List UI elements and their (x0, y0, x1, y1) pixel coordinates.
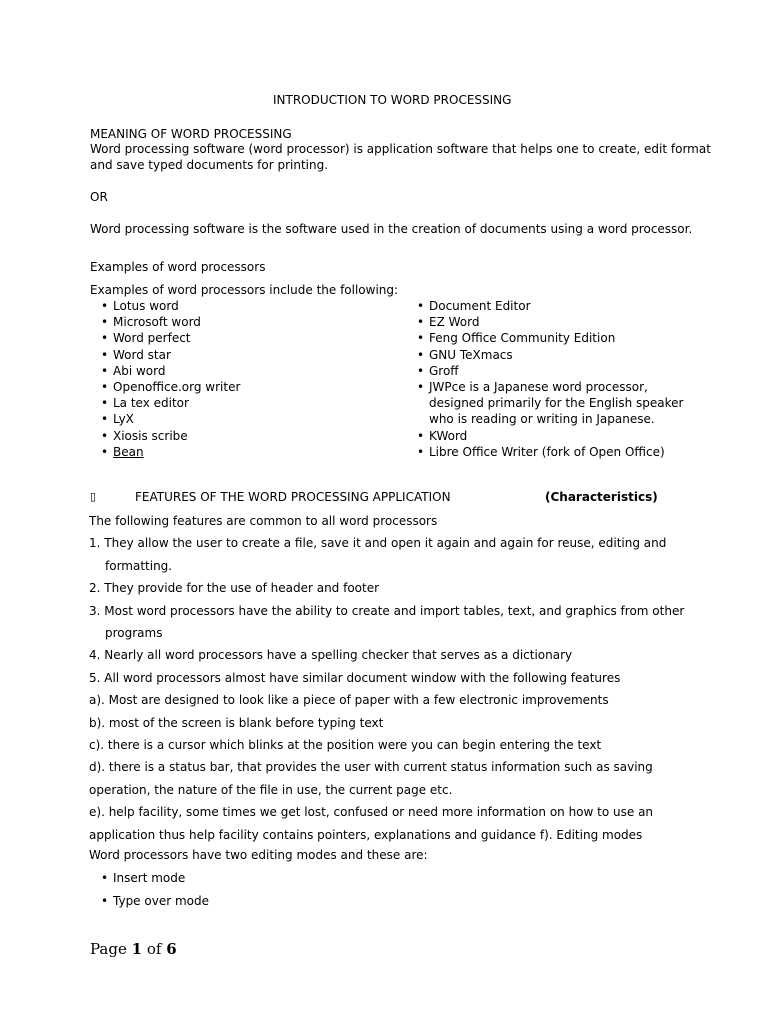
list-item: • Openoffice.org writer (101, 380, 241, 395)
list-item: • Lotus word (101, 299, 179, 313)
body-line: 1. They allow the user to create a file, save it and open it again and again for reuse, editing and (89, 536, 667, 551)
editing-modes-list (101, 867, 209, 913)
or-text: OR (90, 190, 108, 204)
list-item: • Feng Office Community Edition (417, 331, 616, 346)
body-line: 3. Most word processors have the ability to create and import tables, text, and graphics from other (89, 603, 685, 618)
list-item: • Microsoft word (101, 315, 201, 330)
footer-page-total: 6 (166, 940, 177, 958)
page-title: INTRODUCTION TO WORD PROCESSING (273, 93, 512, 107)
list-item: • Type over mode (101, 894, 209, 908)
list-item: • EZ Word (417, 315, 480, 330)
body-line: The following features are common to all word processors (89, 514, 438, 528)
list-item: • JWPce is a Japanese word processor, designed primarily for the English speaker who is reading or writing in Japanese. (417, 380, 684, 427)
body-line: d). there is a status bar, that provides the user with current status information such as saving (89, 760, 653, 775)
list-item: • Word star (101, 347, 171, 362)
list-item: • Insert mode (101, 871, 186, 885)
list-item: • Libre Office Writer (fork of Open Office) (417, 444, 665, 459)
list-item: • LyX (101, 412, 134, 427)
list-item: • Word perfect (101, 331, 191, 346)
footer-of-word: of (146, 940, 162, 958)
features-body (89, 510, 689, 864)
list-item: • Abi word (101, 363, 166, 378)
body-line: formatting. (105, 558, 173, 573)
features-paren: (Characteristics) (545, 490, 658, 504)
list-item: • Groff (417, 363, 459, 378)
features-heading: FEATURES OF THE WORD PROCESSING APPLICATION (135, 490, 451, 504)
meaning-line-1: Word processing software (word processor) is application software that helps one to create, edit format (90, 142, 711, 156)
body-line: 5. All word processors almost have similar document window with the following features (89, 670, 621, 685)
list-item: • Xiosis scribe (101, 428, 188, 443)
examples-list-left (101, 298, 240, 460)
body-line: operation, the nature of the file in use, the current page etc. (89, 782, 453, 797)
list-item: • GNU TeXmacs (417, 347, 513, 362)
meaning-heading: MEANING OF WORD PROCESSING (90, 127, 292, 141)
body-line: 2. They provide for the use of header and footer (89, 581, 380, 596)
body-line: a). Most are designed to look like a piece of paper with a few electronic improvements (89, 693, 609, 708)
list-item: • KWord (417, 428, 468, 443)
page-footer (90, 940, 177, 958)
body-line: Word processors have two editing modes and these are: (89, 848, 428, 863)
section-marker-icon: ▯ (90, 490, 97, 503)
body-line: c). there is a cursor which blinks at the position were you can begin entering the text (89, 738, 602, 753)
list-item: • Document Editor (417, 299, 531, 313)
examples-intro: Examples of word processors include the following: (90, 283, 399, 297)
footer-page-word: Page (90, 940, 127, 958)
body-line: e). help facility, some times we get lost, confused or need more information on how to use an (89, 805, 654, 820)
list-item-bean-link[interactable]: • Bean (101, 444, 144, 459)
body-line: 4. Nearly all word processors have a spelling checker that serves as a dictionary (89, 648, 573, 663)
meaning-line-3: Word processing software is the software used in the creation of documents using a word processor. (90, 222, 693, 236)
examples-heading: Examples of word processors (90, 260, 266, 274)
examples-list-right (417, 298, 689, 460)
footer-page-num: 1 (131, 940, 143, 958)
body-line: application thus help facility contains pointers, explanations and guidance f). Editing modes (89, 827, 643, 842)
body-line: programs (105, 626, 163, 641)
list-item: • La tex editor (101, 396, 189, 411)
meaning-line-2: and save typed documents for printing. (90, 158, 329, 172)
body-line: b). most of the screen is blank before typing text (89, 715, 384, 730)
